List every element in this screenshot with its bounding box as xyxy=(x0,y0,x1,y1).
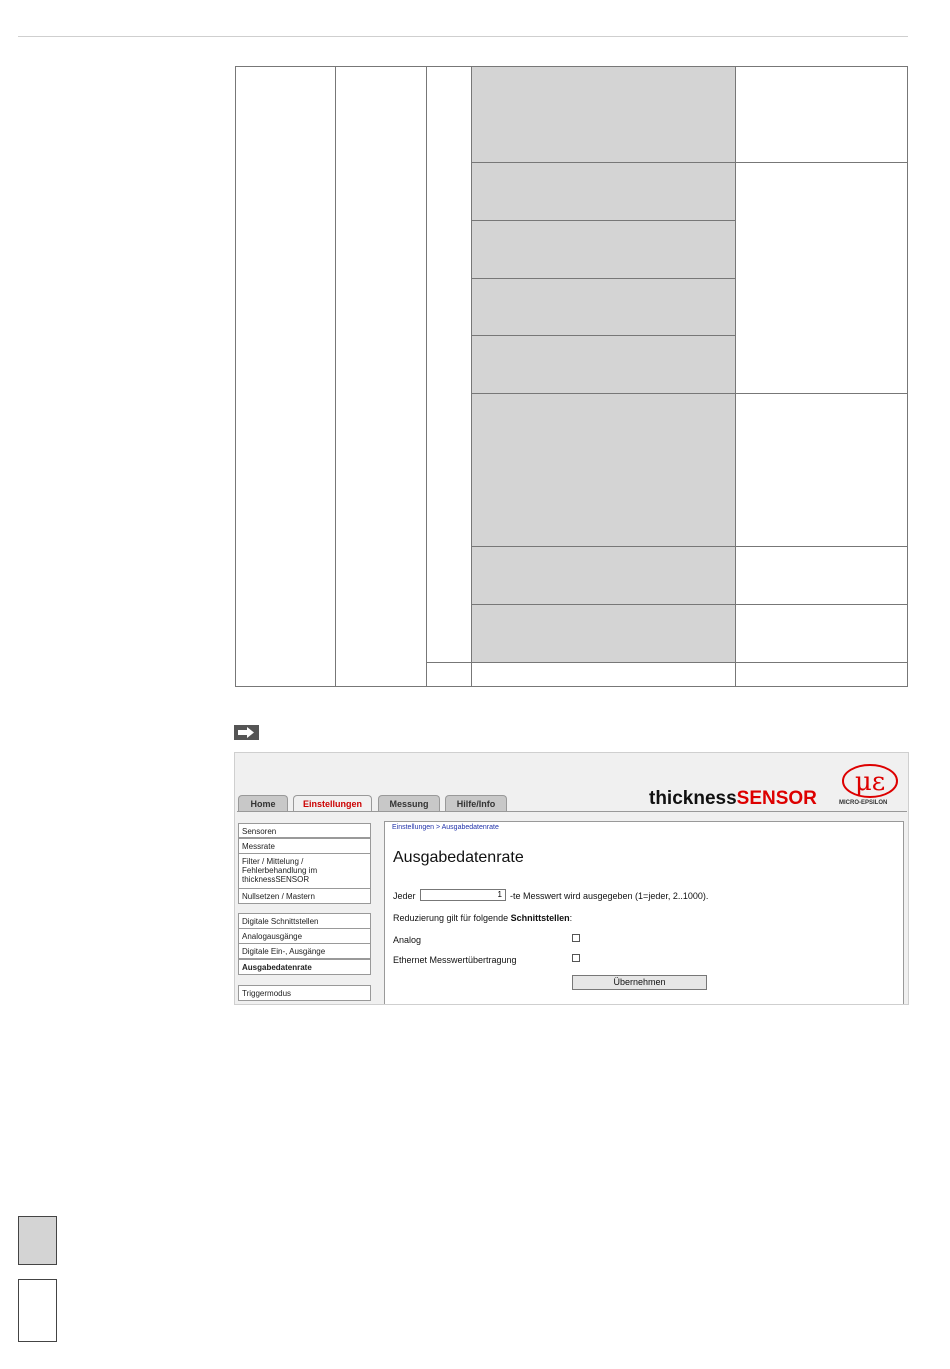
chapter-marker-gray xyxy=(18,1216,57,1265)
arrow-icon xyxy=(234,725,259,740)
nav-item-nullsetzen[interactable]: Nullsetzen / Mastern xyxy=(238,888,371,904)
table-vline xyxy=(335,67,336,687)
table-hline xyxy=(472,220,736,221)
header-rule xyxy=(18,36,908,37)
nav-item-triggermodus[interactable]: Triggermodus xyxy=(238,985,371,1001)
table-hline xyxy=(472,604,908,605)
reduction-text-plain: Reduzierung gilt für folgende xyxy=(393,913,511,923)
ethernet-checkbox[interactable] xyxy=(572,954,580,962)
tab-einstellungen[interactable]: Einstellungen xyxy=(293,795,372,812)
brand-prefix: thickness xyxy=(649,788,737,809)
table-hline xyxy=(472,278,736,279)
analog-label: Analog xyxy=(393,935,422,945)
table-hline xyxy=(472,335,736,336)
table-hline xyxy=(472,546,908,547)
product-brand xyxy=(649,788,817,810)
table-vline xyxy=(735,67,736,687)
page-title: Ausgabedatenrate xyxy=(393,849,524,866)
nav-item-analogausgaenge[interactable]: Analogausgänge xyxy=(238,928,371,944)
nav-item-ausgabedatenrate[interactable]: Ausgabedatenrate xyxy=(238,959,371,975)
reduction-colon: : xyxy=(569,913,573,923)
nav-item-sensoren[interactable]: Sensoren xyxy=(238,823,371,838)
parameter-table xyxy=(235,66,908,687)
table-hline xyxy=(427,662,908,663)
nav-item-filter[interactable]: Filter / Mittelung / Fehlerbehandlung im thicknessSENSOR xyxy=(238,853,371,889)
reduction-text-bold: Schnittstellen xyxy=(510,913,570,923)
table-vline xyxy=(471,67,472,687)
content-panel xyxy=(384,821,904,1005)
nav-item-digitale-schnittstellen[interactable]: Digitale Schnittstellen xyxy=(238,913,371,929)
brand-suffix: SENSOR xyxy=(736,788,817,809)
logo-text: MICRO-EPSILON xyxy=(839,800,888,806)
apply-button[interactable]: Übernehmen xyxy=(572,975,707,990)
output-rate-input[interactable]: 1 xyxy=(420,889,506,901)
analog-checkbox[interactable] xyxy=(572,934,580,942)
web-interface-screenshot xyxy=(234,752,909,1005)
reduction-text xyxy=(393,913,572,923)
ethernet-label: Ethernet Messwertübertragung xyxy=(393,955,517,965)
tab-hilfe-info[interactable]: Hilfe/Info xyxy=(445,795,507,811)
jeder-label: Jeder xyxy=(393,891,416,901)
jeder-suffix: -te Messwert wird ausgegeben (1=jeder, 2..1000). xyxy=(510,891,709,901)
nav-item-messrate[interactable]: Messrate xyxy=(238,838,371,854)
tab-messung[interactable]: Messung xyxy=(378,795,440,811)
svg-text:με: με xyxy=(854,767,886,797)
table-vline xyxy=(426,67,427,687)
gray-column xyxy=(472,67,736,662)
breadcrumb[interactable]: Einstellungen > Ausgabedatenrate xyxy=(392,824,499,831)
chapter-marker-white xyxy=(18,1279,57,1342)
table-hline xyxy=(472,393,908,394)
table-hline xyxy=(472,162,908,163)
nav-item-digitale-ein-ausgaenge[interactable]: Digitale Ein-, Ausgänge xyxy=(238,943,371,959)
tab-bar-line xyxy=(237,811,907,812)
tab-home[interactable]: Home xyxy=(238,795,288,811)
